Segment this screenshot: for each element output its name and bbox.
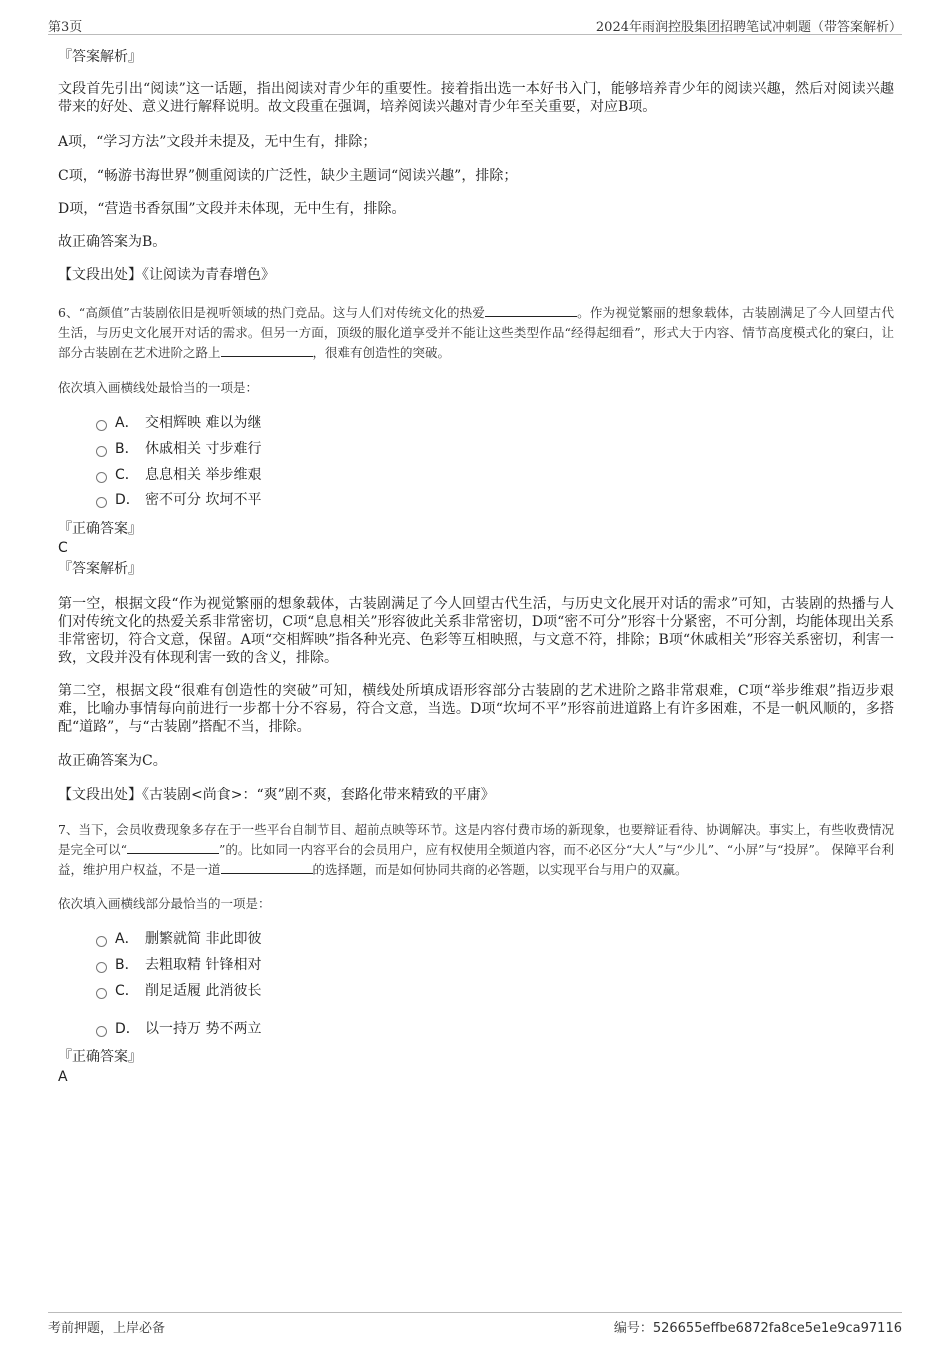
q6-option-a[interactable]: A． 交相辉映 难以为继 (96, 413, 261, 433)
q6-prompt: 依次填入画横线处最恰当的一项是： (58, 380, 259, 395)
q6-blank-2 (221, 344, 313, 357)
q5-conclusion: 故正确答案为B。 (58, 234, 167, 250)
q6-stem-part1: 6、“高颜值”古装剧依旧是视听领域的热门竞品。这与人们对传统文化的热爱 (58, 305, 485, 320)
q6-stem-part3: ，很难有创造性的突破。 (312, 345, 451, 360)
q6-correct-label: 『正确答案』 (58, 521, 142, 537)
q7-correct-answer: A (58, 1069, 68, 1085)
q5-analysis-para2: A项，“学习方法”文段并未提及，无中生有，排除； (58, 134, 377, 150)
q6-analysis-para2: 第二空，根据文段“很难有创造性的突破”可知，横线处所填成语形容部分古装剧的艺术进阶之路非常艰难，C项“举步维艰”指迈步艰难，比喻办事情每向前进行一步都十分不容易，符合文意，当选。D项“坎坷不平”形容前进道路上有许多困难，不是一帆风顺的，多搭配“道路”，与“古装剧”搭配不当，排除。 (58, 683, 894, 735)
q6-source: 【文段出处】《古装剧<尚食>：“爽”剧不爽，套路化带来精致的平庸》 (58, 787, 495, 803)
footer-document-id: 编号：526655effbe6872fa8ce5e1e9ca97116 (613, 1321, 902, 1336)
q6-option-c[interactable]: C． 息息相关 举步维艰 (96, 465, 261, 485)
q7-blank-2 (221, 861, 313, 874)
radio-icon[interactable] (96, 1026, 107, 1037)
q6-option-b[interactable]: B． 休戚相关 寸步难行 (96, 439, 261, 459)
q7-prompt: 依次填入画横线部分最恰当的一项是： (58, 896, 271, 911)
q6-stem-part2: 。作为视觉繁丽的想象载体，古装剧满足了今人回望古代生活，与历史文化展开对话的需求。但另一方面，顶级的服化道享受并不能让这些类型作品“经得起细看”，形式大于内容、情节高度模式化的窠臼，让部分古装剧在艺术进阶之路上 (58, 305, 894, 360)
q7-correct-label: 『正确答案』 (58, 1049, 142, 1065)
q5-source: 【文段出处】《让阅读为青春增色》 (58, 267, 275, 283)
q5-analysis-para4: D项，“营造书香氛围”文段并未体现，无中生有，排除。 (58, 201, 406, 217)
page-header (48, 14, 902, 35)
radio-icon[interactable] (96, 420, 107, 431)
radio-icon[interactable] (96, 988, 107, 999)
q7-blank-1 (127, 841, 219, 854)
q7-option-a[interactable]: A． 删繁就简 非此即彼 (96, 929, 261, 949)
q5-analysis-label: 『答案解析』 (58, 49, 142, 65)
q6-conclusion: 故正确答案为C。 (58, 753, 167, 769)
q6-option-d[interactable]: D． 密不可分 坎坷不平 (96, 490, 261, 510)
q7-stem-part2: ”的。比如同一内容平台的会员用户，应有权使用全频道内容，而不必区分“大人”与“少儿”、“小屏”与“投屏”。 保障平台利益，维护用户权益，不是一道 (58, 842, 894, 877)
q6-stem (58, 303, 894, 363)
radio-icon[interactable] (96, 497, 107, 508)
radio-icon[interactable] (96, 446, 107, 457)
q5-analysis-para3: C项，“畅游书海世界”侧重阅读的广泛性，缺少主题词“阅读兴趣”，排除； (58, 168, 518, 184)
q6-analysis-para1: 第一空，根据文段“作为视觉繁丽的想象载体，古装剧满足了今人回望古代生活，与历史文化展开对话的需求”可知，古装剧的热播与人们对传统文化的热爱关系非常密切，C项“息息相关”形容彼此关系非常密切，D项“密不可分”形容十分紧密，不可分割，均能体现出关系非常密切，符合文意，保留。A项“交相辉映”指各种光亮、色彩等互相映照，与文意不符，排除；B项“休戚相关”形容关系密切，利害一致，文段并没有体现利害一致的含义，排除。 (58, 596, 894, 666)
q7-stem-part1: 7、当下，会员收费现象多存在于一些平台自制节目、超前点映等环节。这是内容付费市场的新现象，也要辩证看待、协调解决。事实上，有些收费情况是完全可以“ (58, 822, 894, 857)
q7-stem-part3: 的选择题，而是如何协同共商的必答题，以实现平台与用户的双赢。 (312, 862, 688, 877)
radio-icon[interactable] (96, 962, 107, 973)
page-number: 第3页 (48, 20, 83, 35)
q7-option-b[interactable]: B． 去粗取精 针锋相对 (96, 955, 261, 975)
document-title: 2024年雨润控股集团招聘笔试冲刺题（带答案解析） (595, 20, 902, 35)
q7-stem (58, 820, 894, 880)
radio-icon[interactable] (96, 936, 107, 947)
q7-option-c[interactable]: C． 削足适履 此消彼长 (96, 981, 261, 1001)
q7-option-d[interactable]: D． 以一持万 势不两立 (96, 1019, 261, 1039)
q5-analysis-para1: 文段首先引出“阅读”这一话题，指出阅读对青少年的重要性。接着指出选一本好书入门，能够培养青少年的阅读兴趣，然后对阅读兴趣带来的好处、意义进行解释说明。故文段重在强调，培养阅读兴趣对青少年至关重要，对应B项。 (58, 81, 894, 115)
q6-correct-answer: C (58, 540, 68, 556)
radio-icon[interactable] (96, 472, 107, 483)
q6-analysis-label: 『答案解析』 (58, 561, 142, 577)
page-footer (48, 1312, 902, 1335)
footer-slogan: 考前押题，上岸必备 (48, 1321, 166, 1336)
q6-blank-1 (485, 304, 577, 317)
